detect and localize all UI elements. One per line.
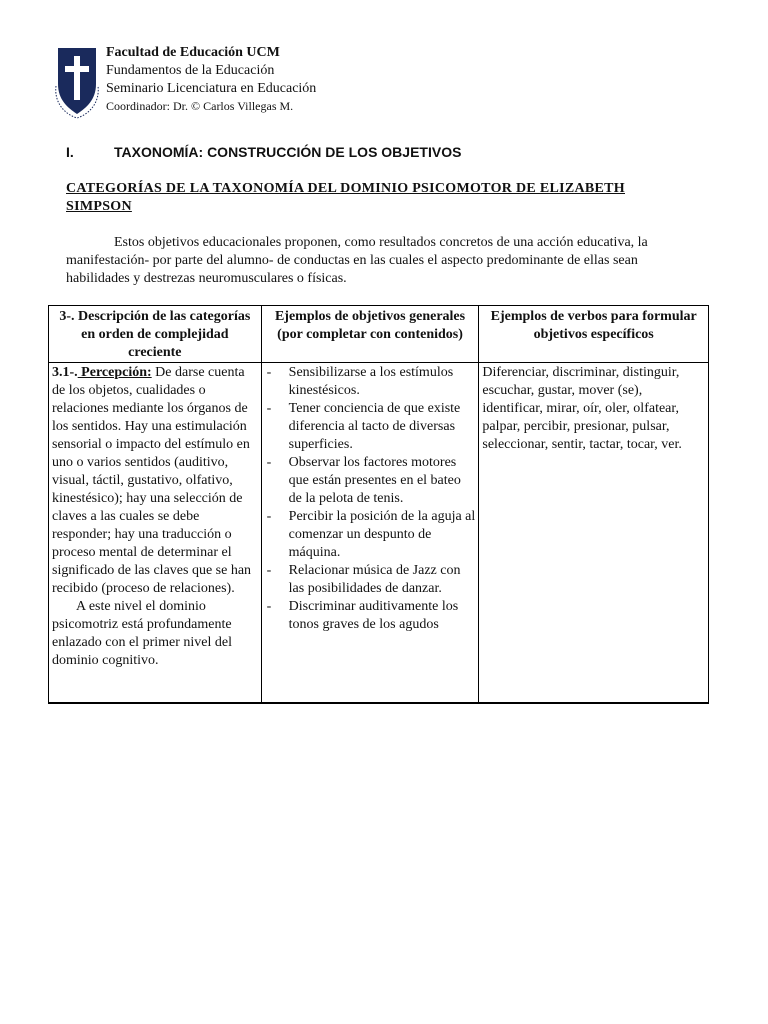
list-item: - Discriminar auditivamente los tonos graves de los agudos [265,598,476,634]
institution-name: Facultad de Educación UCM [106,45,280,60]
section-title: TAXONOMÍA: CONSTRUCCIÓN DE LOS OBJETIVOS [114,144,462,160]
list-item: - Observar los factores motores que están presentes en el bateo de la pelota de tenis. [265,454,476,508]
verbs-cell: Diferenciar, discriminar, distinguir, escuchar, gustar, mover (se), identificar, mirar, oír, oler, olfatear, palpar, percibir, presionar, pulsar, seleccionar, sentir, tactar, tocar, ver. [479,363,709,704]
header-description: 3-. Descripción de las categorías en orden de complejidad creciente [49,306,262,363]
header-verbs: Ejemplos de verbos para formular objetivos específicos [479,306,709,363]
category-note: A este nivel el dominio psicomotriz está profundamente enlazado con el primer nivel del dominio cognitivo. [52,599,232,668]
category-number: 3.1-. [52,365,78,380]
section-number: I. [66,144,74,160]
header-objectives: Ejemplos de objetivos generales (por completar con contenidos) [261,306,479,363]
table-header-row [49,306,709,363]
list-item: - Sensibilizarse a los estímulos kinestésicos. [265,364,476,400]
university-logo [50,44,104,120]
category-name: Percepción: [77,365,152,380]
coordinator: Coordinador: Dr. © Carlos Villegas M. [106,99,294,113]
program-name: Seminario Licenciatura en Educación [106,81,317,96]
objectives-cell [261,363,479,704]
list-item: - Percibir la posición de la aguja al comenzar un despunto de máquina. [265,508,476,562]
category-description: De darse cuenta de los objetos, cualidades o relaciones mediante los órganos de los sentidos. Hay una estimulación sensorial o impacto del estímulo en uno o varios sentidos (auditivo, visual, táctil, gustativo, olfativo, kinestésico); hay una selección de claves a las cuales se debe responder; hay una traducción o proceso mental de determinar el significado de las claves que se han recibido (proceso de relaciones). [52,365,252,596]
section-heading [66,144,461,160]
subtitle: CATEGORÍAS DE LA TAXONOMÍA DEL DOMINIO PSICOMOTOR DE ELIZABETH SIMPSON [66,181,625,214]
document-header [106,44,316,114]
table-row [49,363,709,704]
taxonomy-table [48,305,709,704]
objectives-list [265,364,476,634]
category-description-cell [49,363,262,704]
list-item: - Relacionar música de Jazz con las posibilidades de danzar. [265,562,476,598]
list-item: - Tener conciencia de que existe diferencia al tacto de diversas superficies. [265,400,476,454]
intro-paragraph: Estos objetivos educacionales proponen, como resultados concretos de una acción educativa, la manifestación- por parte del alumno- de conductas en las cuales el aspecto predominante de ellas sean habilidades y destrezas neuromusculares o físicas. [66,235,648,286]
course-name: Fundamentos de la Educación [106,63,275,78]
